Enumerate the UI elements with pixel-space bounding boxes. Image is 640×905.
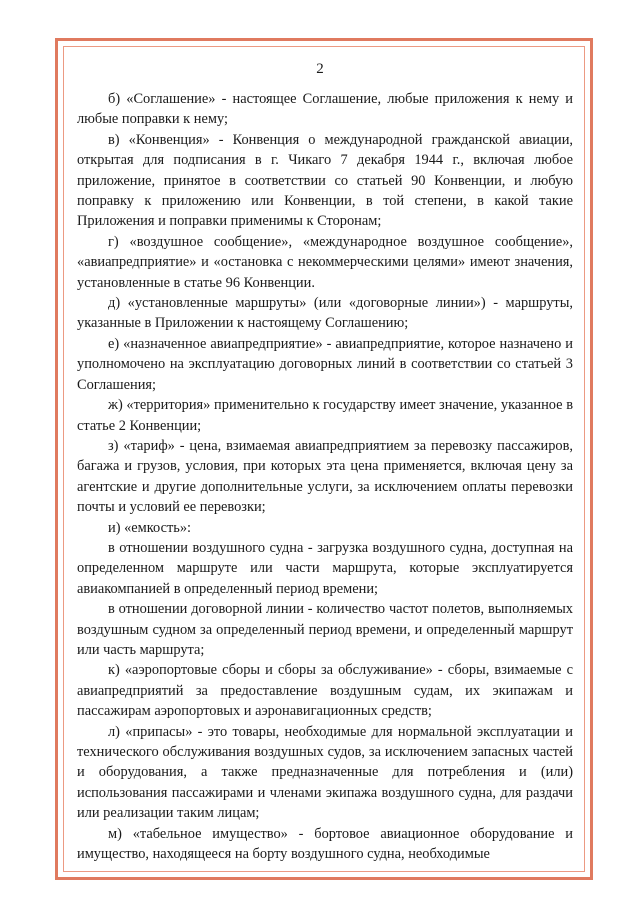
definition-paragraph: д) «установленные маршруты» (или «договорные линии») - маршруты, указанные в Приложении к настоящему Соглашению;: [77, 295, 573, 332]
definition-paragraph: г) «воздушное сообщение», «международное воздушное сообщение», «авиапредприятие» и «остановка с некоммерческими целями» имеют значения, установленные в статье 96 Конвенции.: [77, 233, 573, 291]
definition-paragraph: е) «назначенное авиапредприятие» - авиапредприятие, которое назначено и уполномочено на эксплуатацию договорных линий в соответствии со статьей 3 Соглашения;: [77, 335, 573, 393]
definition-subparagraph: в отношении воздушного судна - загрузка воздушного судна, доступная на определенном маршруте или части маршрута, которые эксплуатируется авиакомпанией в определенный период времени;: [77, 539, 573, 597]
definition-paragraph: к) «аэропортовые сборы и сборы за обслуживание» - сборы, взимаемые с авиапредприятий за предоставление воздушным судам, их экипажам и пассажирам аэропортовых и аэронавигационных средств;: [77, 662, 573, 720]
definition-paragraph: л) «припасы» - это товары, необходимые для нормальной эксплуатации и технического обслуживания воздушных судов, за исключением запасных частей и оборудования, а также предназначенные для потребления и (или) использования пассажирами и членами экипажа воздушного судна, для раздачи или реализации таким лицам;: [77, 723, 573, 822]
definition-paragraph: ж) «территория» применительно к государству имеет значение, указанное в статье 2 Конвенции;: [77, 397, 573, 434]
document-body: [77, 89, 573, 864]
definition-paragraph: и) «емкость»:: [108, 519, 192, 536]
definition-paragraph: м) «табельное имущество» - бортовое авиационное оборудование и имущество, находящееся на борту воздушного судна, необходимые: [77, 825, 573, 863]
definition-paragraph: б) «Соглашение» - настоящее Соглашение, любые приложения к нему и любые поправки к нему;: [77, 91, 573, 128]
page-number: 2: [316, 61, 324, 77]
definition-subparagraph: в отношении договорной линии - количество частот полетов, выполняемых воздушным судном за определенный период времени, и определенный маршрут или часть маршрута;: [77, 601, 573, 658]
definition-paragraph: в) «Конвенция» - Конвенция о международной гражданской авиации, открытая для подписания в г. Чикаго 7 декабря 1944 г., включая любое приложение, принятое в соответствии со статьей 90 Конвенции, и любую поправку к приложению или Конвенции, в той степени, в какой такие Приложения и поправки применимы к Сторонам;: [77, 131, 573, 230]
definition-paragraph: з) «тариф» - цена, взимаемая авиапредприятием за перевозку пассажиров, багажа и грузов, условия, при которых эта цена применяется, включая цену за агентские и другие дополнительные услуги, за исключением оплаты перевозки почты и условий ее перевозки;: [77, 437, 573, 516]
